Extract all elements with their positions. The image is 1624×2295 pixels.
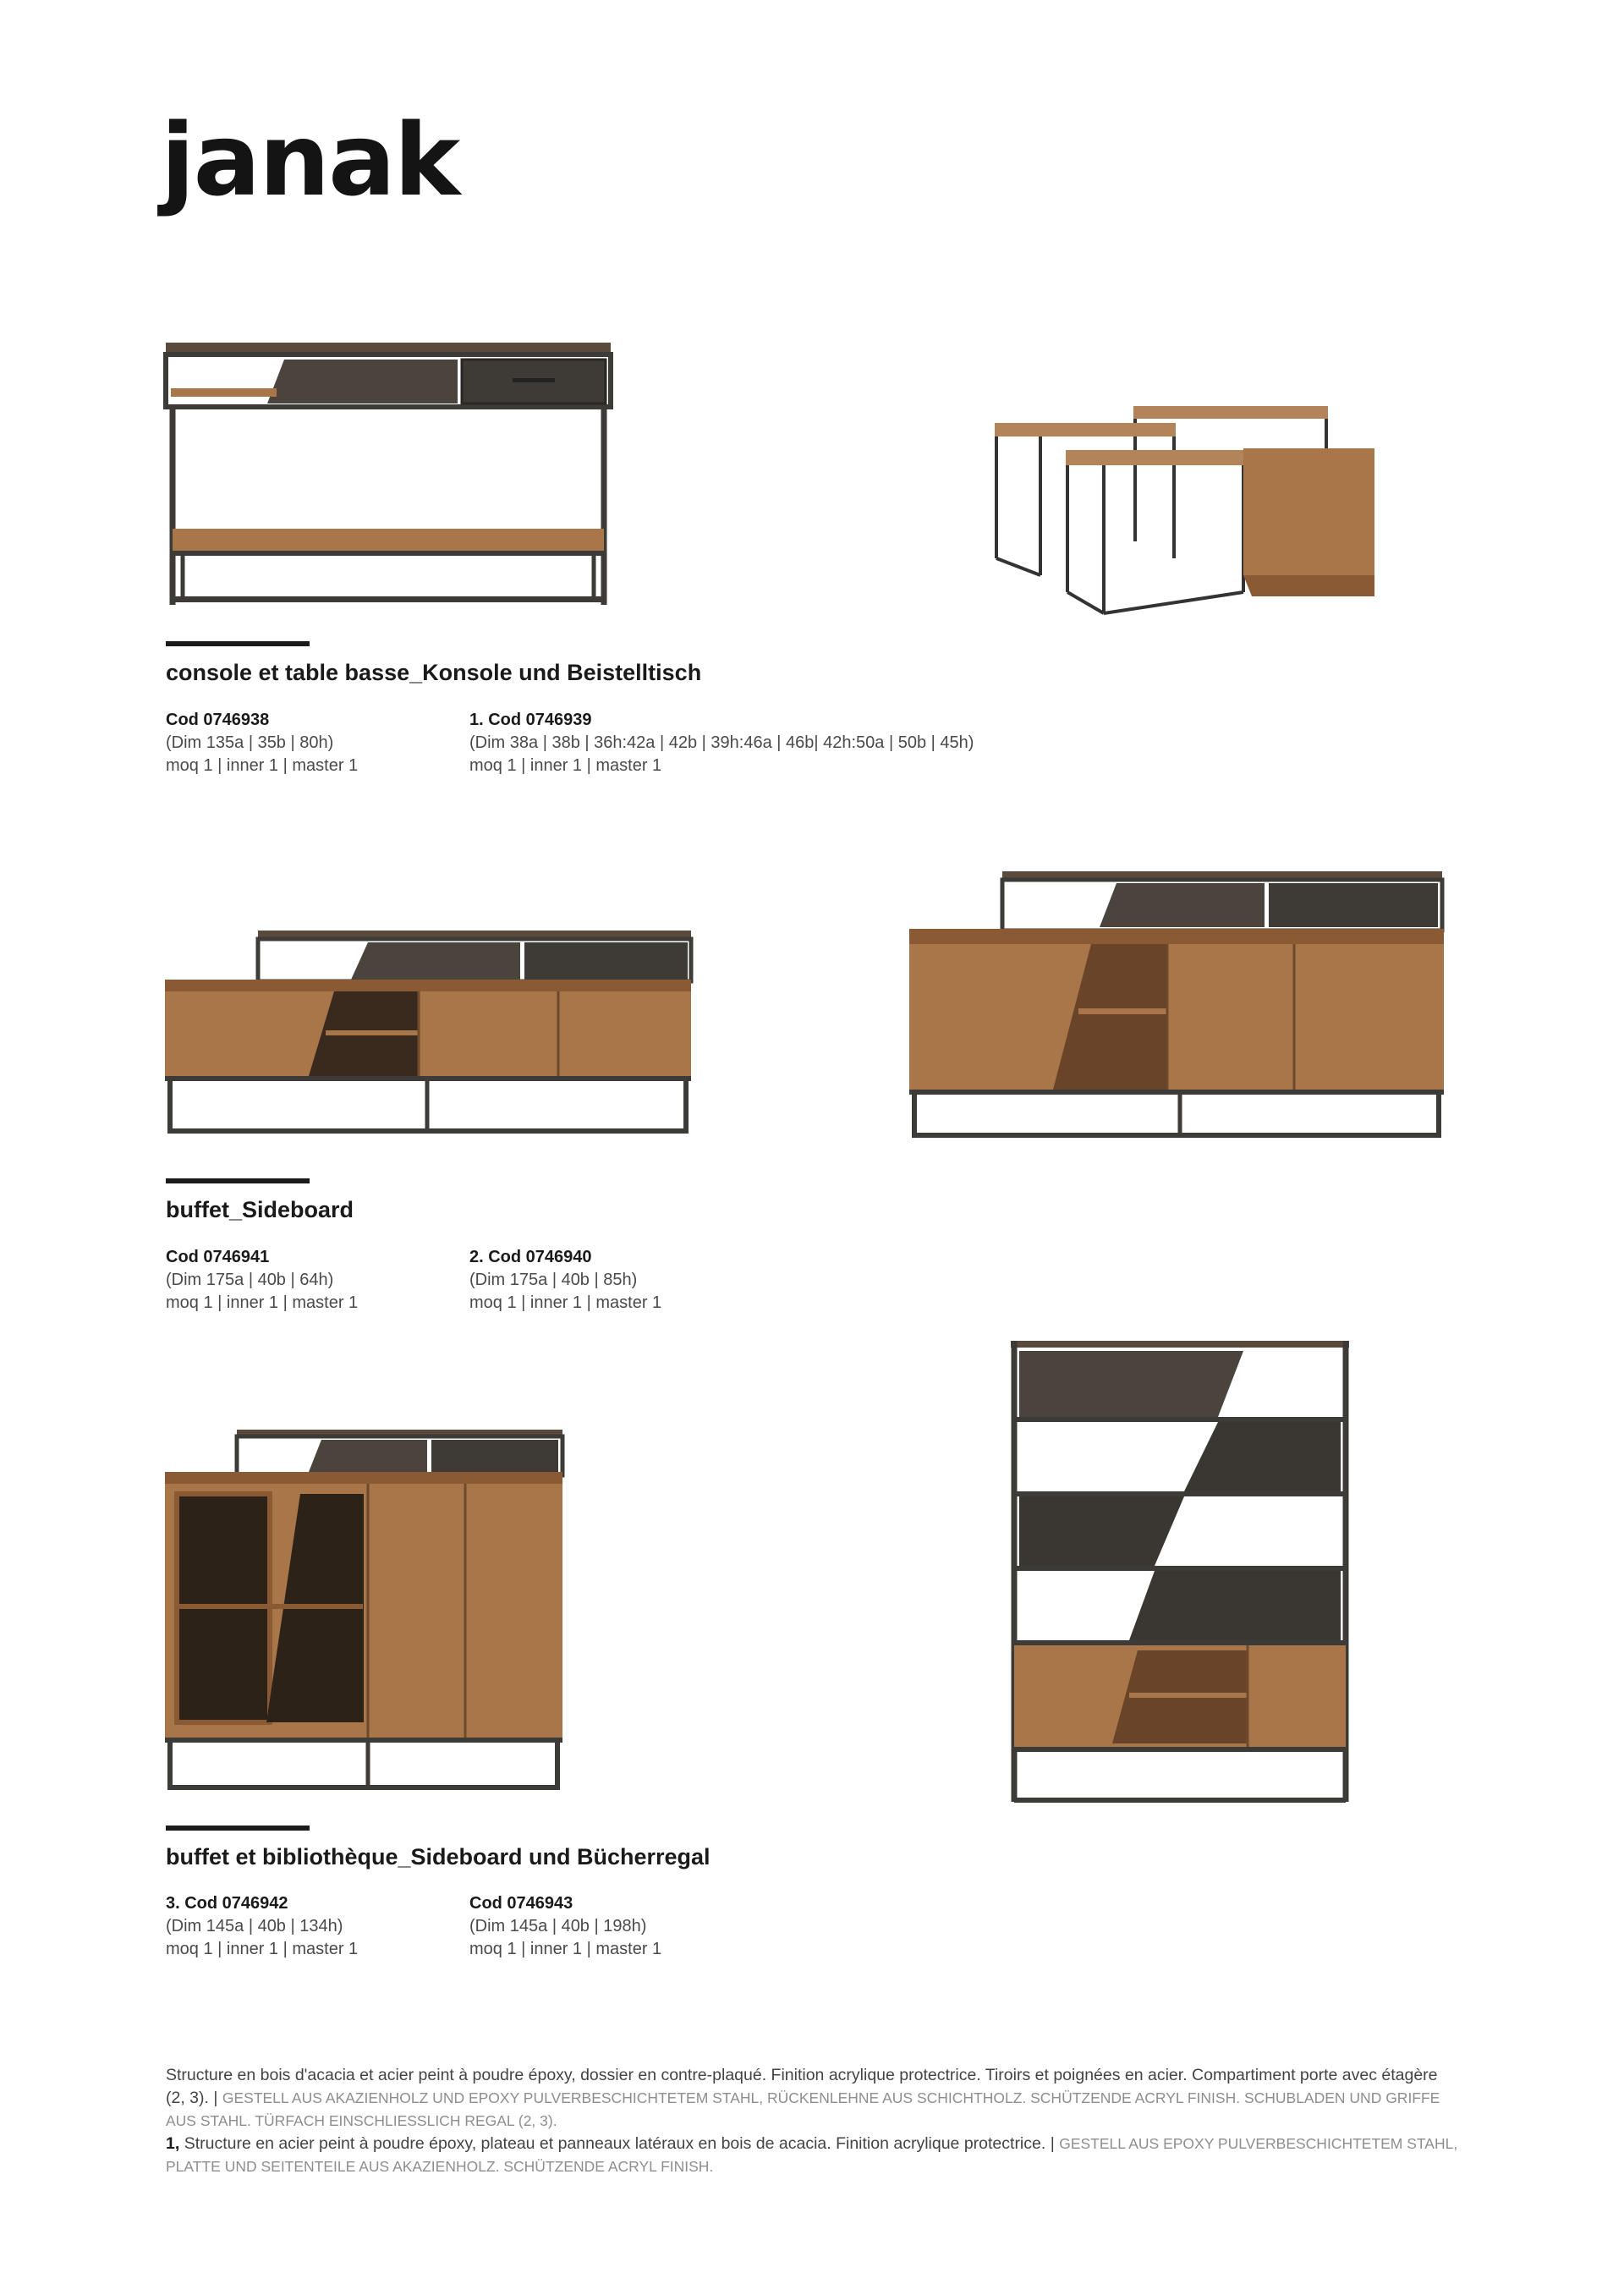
product-code: Cod 0746938 bbox=[166, 711, 270, 729]
description-fr: Structure en bois d'acacia et acier peint à poudre époxy, dossier en contre-plaqué. Finition acrylique protectrice. Tiroirs et poignées en acier. Compartiment porte avec étagère (2, 3). bbox=[166, 2066, 1438, 2107]
product-spec bbox=[166, 1246, 358, 1315]
product-dimensions: (Dim 175a | 40b | 85h) bbox=[469, 1271, 638, 1289]
description-separator: | bbox=[1050, 2134, 1055, 2153]
sideboard-image bbox=[909, 871, 1451, 1142]
product-spec bbox=[166, 1892, 358, 1961]
console-table-image bbox=[166, 343, 614, 613]
product-code: 2. Cod 0746940 bbox=[469, 1248, 592, 1266]
product-code: Cod 0746943 bbox=[469, 1894, 573, 1913]
brand-logo: janak bbox=[161, 102, 459, 218]
description-de-2: GESTELL AUS EPOXY PULVERBESCHICHTETEM STAHL, PLATTE UND SEITENTEILE AUS AKAZIENHOLZ. SCHÜTZENDE ACRYL FINISH. bbox=[166, 2135, 1458, 2175]
material-description bbox=[166, 2064, 1460, 2178]
section-title: buffet et bibliothèque_Sideboard und Bücherregal bbox=[166, 1844, 710, 1869]
product-code: 3. Cod 0746942 bbox=[166, 1894, 288, 1913]
product-dimensions: (Dim 145a | 40b | 198h) bbox=[469, 1917, 647, 1935]
description-fr-2: Structure en acier peint à poudre époxy, plateau et panneaux latéraux en bois de acacia. Finition acrylique protectrice. bbox=[184, 2134, 1046, 2153]
product-spec bbox=[469, 1892, 661, 1961]
section-title: console et table basse_Konsole und Beistelltisch bbox=[166, 660, 702, 685]
section-title: buffet_Sideboard bbox=[166, 1197, 354, 1222]
product-code: Cod 0746941 bbox=[166, 1248, 270, 1266]
description-separator: | bbox=[213, 2089, 218, 2107]
product-quantity: moq 1 | inner 1 | master 1 bbox=[166, 756, 359, 775]
product-spec bbox=[469, 1246, 661, 1315]
product-dimensions: (Dim 145a | 40b | 134h) bbox=[166, 1917, 343, 1935]
bookcase-image bbox=[1011, 1341, 1358, 1806]
section-divider bbox=[166, 641, 310, 646]
description-number: 1, bbox=[166, 2134, 180, 2153]
section-divider bbox=[166, 1178, 310, 1183]
buffet-image bbox=[165, 1430, 571, 1793]
section-divider bbox=[166, 1826, 310, 1831]
product-spec bbox=[469, 709, 974, 777]
product-dimensions: (Dim 38a | 38b | 36h:42a | 42b | 39h:46a | 46b| 42h:50a | 50b | 45h) bbox=[469, 733, 974, 752]
product-dimensions: (Dim 135a | 35b | 80h) bbox=[166, 733, 334, 752]
product-quantity: moq 1 | inner 1 | master 1 bbox=[166, 1940, 359, 1958]
product-quantity: moq 1 | inner 1 | master 1 bbox=[469, 1293, 662, 1312]
product-quantity: moq 1 | inner 1 | master 1 bbox=[166, 1293, 359, 1312]
product-spec bbox=[166, 709, 358, 777]
product-quantity: moq 1 | inner 1 | master 1 bbox=[469, 1940, 662, 1958]
product-quantity: moq 1 | inner 1 | master 1 bbox=[469, 756, 662, 775]
nesting-tables-image bbox=[990, 398, 1379, 618]
low-sideboard-image bbox=[165, 931, 698, 1138]
product-code: 1. Cod 0746939 bbox=[469, 711, 592, 729]
product-dimensions: (Dim 175a | 40b | 64h) bbox=[166, 1271, 334, 1289]
description-de: GESTELL AUS AKAZIENHOLZ UND EPOXY PULVERBESCHICHTETEM STAHL, RÜCKENLEHNE AUS SCHICHTHOLZ. SCHÜTZENDE ACRYL FINISH. SCHUBLADEN UND GRIFFE AUS STAHL. TÜRFACH EINSCHLIESSLICH REGAL (2, 3). bbox=[166, 2089, 1440, 2129]
